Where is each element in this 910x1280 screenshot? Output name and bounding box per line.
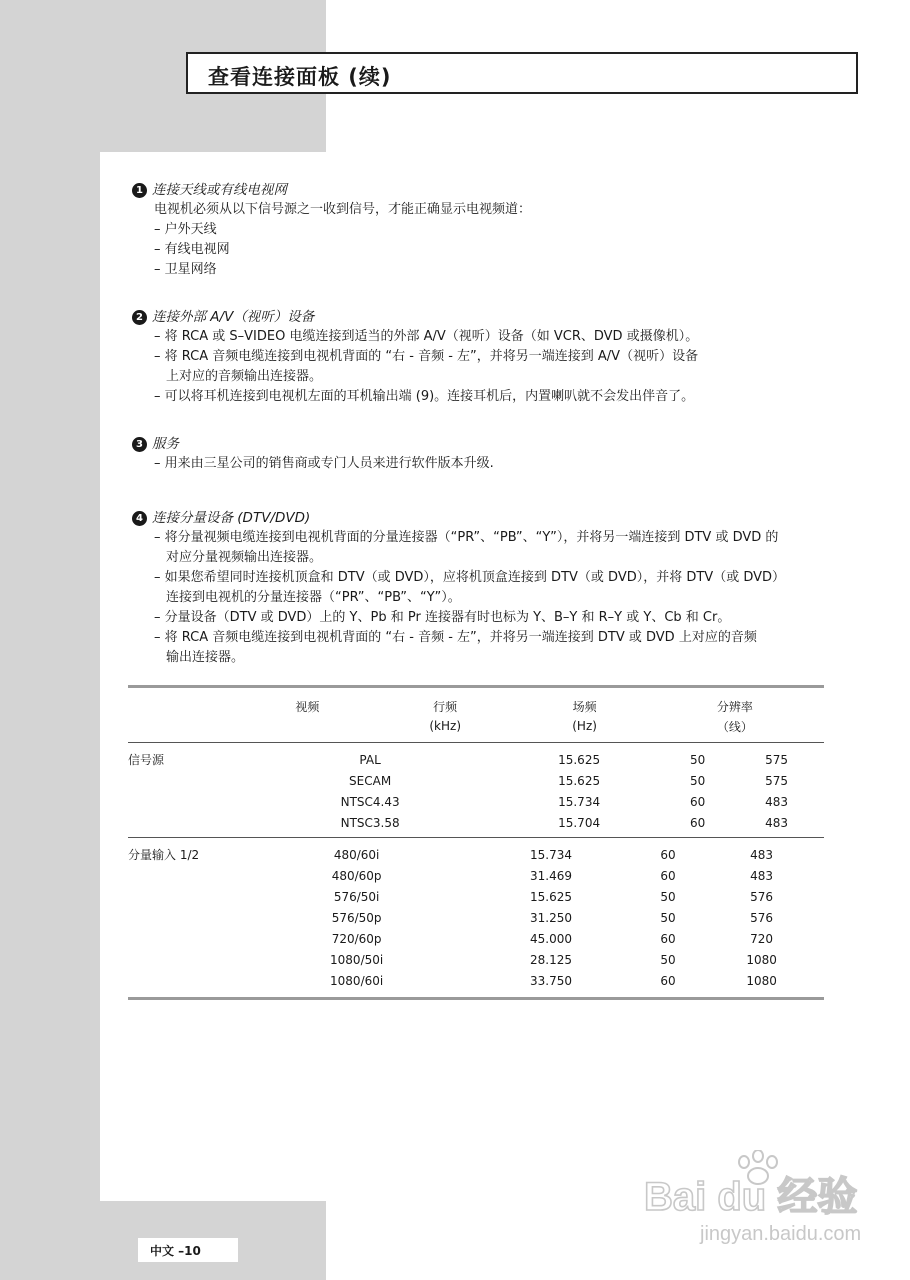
group-label-empty [128, 770, 248, 791]
cell-video: 576/50p [331, 910, 382, 925]
section-number-badge: 1 [132, 183, 147, 198]
cell-resolution: 483 [765, 815, 789, 830]
list-item: – 可以将耳机连接到电视机左面的耳机输出端 (9)。连接耳机后，内置喇叭就不会发出伴音了。 [154, 389, 695, 404]
group-label: 信号源 [128, 753, 165, 767]
list-item: – 将 RCA 音频电缆连接到电视机背面的 “右 - 音频 - 左”，并将另一端连接到 A/V（视听）设备 [154, 349, 699, 364]
table-row [128, 928, 824, 949]
group-label-empty [128, 949, 248, 970]
table-header-rule [128, 742, 824, 743]
page-title: 查看连接面板 (续) [208, 65, 392, 89]
column-unit-resolution: （线） [716, 719, 753, 734]
list-item: – 分量设备（DTV 或 DVD）上的 Y、Pb 和 Pr 连接器有时也标为 Y、B–Y 和 R–Y 或 Y、Cb 和 Cr。 [154, 610, 731, 625]
cell-video: 480/60p [331, 868, 382, 883]
table-group-component-input [128, 844, 824, 991]
table-row [128, 907, 824, 928]
section-number-badge: 3 [132, 437, 147, 452]
list-item-continuation: 输出连接器。 [166, 650, 245, 665]
table-row [128, 770, 824, 791]
section-heading [132, 508, 872, 528]
cell-resolution: 483 [750, 868, 774, 883]
section-title: 连接分量设备 (DTV/DVD) [152, 510, 311, 526]
cell-hfreq: 15.625 [558, 773, 601, 788]
table-group-signal-source [128, 749, 824, 833]
list-item: – 将 RCA 音频电缆连接到电视机背面的 “右 - 音频 - 左”，并将另一端连接到 DTV 或 DVD 上对应的音频 [154, 630, 757, 645]
table-row [128, 886, 824, 907]
cell-resolution: 576 [750, 889, 774, 904]
column-unit-vfreq: (Hz) [572, 719, 597, 733]
cell-vfreq: 50 [660, 910, 676, 925]
left-margin-band [0, 0, 100, 1280]
watermark-url: jingyan.baidu.com [700, 1223, 862, 1245]
cell-resolution: 483 [750, 847, 774, 862]
cell-resolution: 1080 [746, 973, 777, 988]
cell-resolution: 720 [750, 931, 774, 946]
list-item: – 卫星网络 [154, 262, 217, 277]
cell-vfreq: 50 [689, 752, 706, 767]
section-heading [132, 307, 872, 327]
cell-resolution: 576 [750, 910, 774, 925]
group-label-empty [128, 907, 248, 928]
cell-hfreq: 45.000 [530, 931, 573, 946]
cell-hfreq: 15.734 [558, 794, 601, 809]
cell-vfreq: 60 [689, 794, 706, 809]
column-header-resolution: 分辨率 [716, 699, 753, 714]
cell-video: 1080/50i [330, 952, 384, 967]
cell-hfreq: 28.125 [530, 952, 573, 967]
table-header-row [128, 688, 824, 716]
table-row [128, 949, 824, 970]
section-title: 服务 [152, 436, 179, 452]
table-header-unit-row [128, 716, 824, 736]
cell-hfreq: 31.250 [530, 910, 573, 925]
group-label-empty [128, 812, 248, 833]
cell-video: NTSC4.43 [340, 794, 400, 809]
list-item: – 有线电视网 [154, 242, 230, 257]
cell-hfreq: 33.750 [530, 973, 573, 988]
cell-resolution: 575 [765, 773, 789, 788]
cell-hfreq: 15.734 [530, 847, 573, 862]
table-row [128, 749, 824, 770]
table-row [128, 812, 824, 833]
table-group-rule [128, 837, 824, 838]
list-item-continuation: 连接到电视机的分量连接器（“PR”、“PB”、“Y”）。 [166, 590, 461, 605]
table-row [128, 970, 824, 991]
cell-hfreq: 15.625 [530, 889, 573, 904]
list-item-continuation: 对应分量视频输出连接器。 [166, 550, 323, 565]
spec-table [128, 688, 824, 736]
column-header-hfreq: 行频 [433, 699, 458, 714]
cell-vfreq: 50 [660, 889, 676, 904]
cell-resolution: 483 [765, 794, 789, 809]
group-label: 分量输入 1/2 [128, 848, 200, 862]
table-row [128, 844, 824, 865]
section-number-badge: 2 [132, 310, 147, 325]
section-heading [132, 180, 872, 200]
section-heading [132, 434, 872, 454]
page-number-box [138, 1238, 238, 1262]
page-title-box [186, 52, 858, 94]
cell-hfreq: 15.625 [558, 752, 601, 767]
cell-video: 480/60i [333, 847, 380, 862]
cell-resolution: 575 [765, 752, 789, 767]
cell-video: PAL [359, 752, 381, 767]
column-header-video: 视频 [295, 699, 320, 714]
list-item-continuation: 上对应的音频输出连接器。 [166, 369, 323, 384]
group-label-empty [128, 886, 248, 907]
section-antenna [132, 180, 872, 280]
cell-vfreq: 60 [660, 868, 676, 883]
signal-spec-table [128, 685, 824, 1000]
baidu-jingyan-watermark [640, 1150, 880, 1250]
cell-vfreq: 50 [689, 773, 706, 788]
cell-vfreq: 60 [660, 931, 676, 946]
page-number: 中文 –10 [150, 1244, 201, 1258]
watermark-logo: Bai du 经验 [644, 1175, 858, 1219]
cell-video: NTSC3.58 [340, 815, 400, 830]
cell-video: SECAM [349, 773, 392, 788]
table-row [128, 865, 824, 886]
list-item: – 用来由三星公司的销售商或专门人员来进行软件版本升级. [154, 456, 494, 471]
cell-resolution: 1080 [746, 952, 777, 967]
cell-hfreq: 31.469 [530, 868, 573, 883]
table-row [128, 791, 824, 812]
column-header-vfreq: 场频 [572, 699, 597, 714]
column-unit-hfreq: (kHz) [429, 719, 461, 733]
section-title: 连接天线或有线电视网 [152, 182, 287, 198]
cell-vfreq: 60 [689, 815, 706, 830]
section-title: 连接外部 A/V（视听）设备 [152, 309, 315, 325]
list-item: – 如果您希望同时连接机顶盒和 DTV（或 DVD），应将机顶盒连接到 DTV（或 DVD），并将 DTV（或 DVD） [154, 570, 786, 585]
group-label-empty [128, 970, 248, 991]
cell-vfreq: 60 [660, 847, 676, 862]
table-bottom-rule [128, 997, 824, 1000]
cell-vfreq: 60 [660, 973, 676, 988]
section-component [132, 508, 872, 668]
cell-hfreq: 15.704 [558, 815, 601, 830]
section-av-devices [132, 307, 872, 407]
cell-video: 576/50i [333, 889, 380, 904]
cell-video: 1080/60i [330, 973, 384, 988]
list-item: – 户外天线 [154, 222, 217, 237]
group-label-empty [128, 865, 248, 886]
cell-video: 720/60p [331, 931, 382, 946]
list-item: – 将分量视频电缆连接到电视机背面的分量连接器（“PR”、“PB”、“Y”），并将另一端连接到 DTV 或 DVD 的 [154, 530, 779, 545]
list-item: – 将 RCA 或 S–VIDEO 电缆连接到适当的外部 A/V（视听）设备（如 VCR、DVD 或摄像机）。 [154, 329, 699, 344]
section-number-badge: 4 [132, 511, 147, 526]
group-label-empty [128, 928, 248, 949]
section-service [132, 434, 872, 474]
cell-vfreq: 50 [660, 952, 676, 967]
group-label-empty [128, 791, 248, 812]
body-line: 电视机必须从以下信号源之一收到信号，才能正确显示电视频道： [154, 202, 532, 217]
